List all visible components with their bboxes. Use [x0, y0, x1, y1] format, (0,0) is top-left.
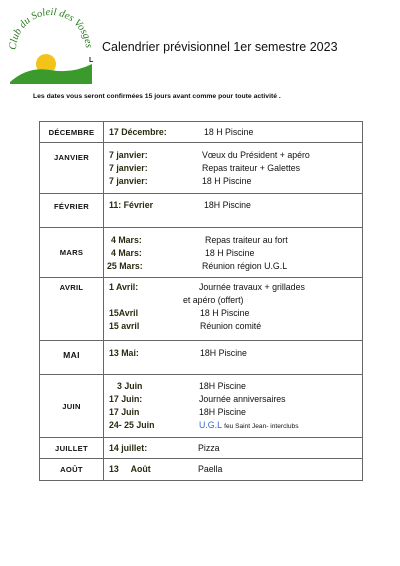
event-date: 15Avril — [109, 308, 139, 318]
events-cell — [104, 194, 363, 228]
events-cell — [104, 278, 363, 341]
event-desc: 18 H Piscine — [202, 176, 252, 186]
event-desc: Paella — [198, 464, 223, 474]
table-row — [40, 194, 363, 228]
ugl-link[interactable]: U.G.L — [199, 420, 222, 430]
month-cell: FÉVRIER — [40, 194, 104, 228]
event-desc: U.G.L feu Saint Jean- interclubs — [199, 420, 299, 430]
event-date: 3 Juin — [117, 381, 143, 391]
event-date: 7 janvier: — [109, 163, 148, 173]
event-desc: Réunion région U.G.L — [202, 261, 288, 271]
event-desc: 18H Piscine — [200, 348, 247, 358]
page-title: Calendrier prévisionnel 1er semestre 2023 — [102, 40, 338, 54]
event-date: 14 juillet: — [109, 443, 148, 453]
event-date: 4 Mars: — [111, 248, 142, 258]
events-cell — [104, 459, 363, 481]
table-row — [40, 278, 363, 341]
logo-arc-text: Club du Soleil des Vosges — [7, 6, 94, 51]
event-date: 11: Février — [109, 200, 154, 210]
event-date: 15 avril — [109, 321, 140, 331]
event-date: 13 Août — [109, 464, 151, 474]
event-date: 7 janvier: — [109, 150, 148, 160]
event-desc: Journée anniversaires — [199, 394, 286, 404]
events-cell — [104, 143, 363, 194]
stray-mark: L — [89, 57, 94, 64]
event-date: 1 Avril: — [109, 282, 139, 292]
month-cell: JUILLET — [40, 438, 104, 459]
month-cell: AVRIL — [40, 278, 104, 341]
event-desc: 18 H Piscine — [200, 308, 250, 318]
confirmation-note: Les dates vous seront confirmées 15 jours avant comme pour toute activité . — [33, 93, 281, 100]
table-row — [40, 459, 363, 481]
table-row — [40, 122, 363, 143]
month-cell: JANVIER — [40, 143, 104, 194]
event-desc: et apéro (offert) — [183, 295, 244, 305]
events-cell — [104, 341, 363, 375]
table-row — [40, 143, 363, 194]
event-desc: 18H Piscine — [199, 381, 246, 391]
event-date: 17 Juin — [109, 407, 140, 417]
events-cell — [104, 228, 363, 278]
svg-text:Club du Soleil des Vosges — [8, 7, 94, 50]
table-row — [40, 375, 363, 438]
calendar-table — [39, 121, 363, 481]
event-desc: Journée travaux + grillades — [199, 282, 305, 292]
table-row — [40, 438, 363, 459]
club-logo — [6, 6, 94, 86]
event-date: 7 janvier: — [109, 176, 148, 186]
event-date: 17 Décembre: — [109, 127, 167, 137]
event-date: 13 Mai: — [109, 348, 139, 358]
table-row — [40, 228, 363, 278]
event-desc: Pizza — [198, 443, 220, 453]
events-cell — [104, 122, 363, 143]
event-desc: 18H Piscine — [204, 200, 251, 210]
month-cell: JUIN — [40, 375, 104, 438]
month-cell: MAI — [40, 341, 104, 375]
event-desc: Réunion comité — [200, 321, 262, 331]
event-desc: Repas traiteur + Galettes — [202, 163, 301, 173]
events-cell — [104, 375, 363, 438]
event-desc: Repas traiteur au fort — [205, 235, 288, 245]
event-desc: 18H Piscine — [199, 407, 246, 417]
event-date: 25 Mars: — [107, 261, 143, 271]
month-cell: DÉCEMBRE — [40, 122, 104, 143]
event-desc: 18 H Piscine — [205, 248, 255, 258]
event-desc: 18 H Piscine — [204, 127, 254, 137]
month-cell: AOÛT — [40, 459, 104, 481]
event-date: 17 Juin: — [109, 394, 143, 404]
month-cell: MARS — [40, 228, 104, 278]
event-date: 4 Mars: — [111, 235, 142, 245]
event-desc: Vœux du Président + apéro — [202, 150, 310, 160]
event-date: 24- 25 Juin — [109, 420, 155, 430]
events-cell — [104, 438, 363, 459]
table-row — [40, 341, 363, 375]
